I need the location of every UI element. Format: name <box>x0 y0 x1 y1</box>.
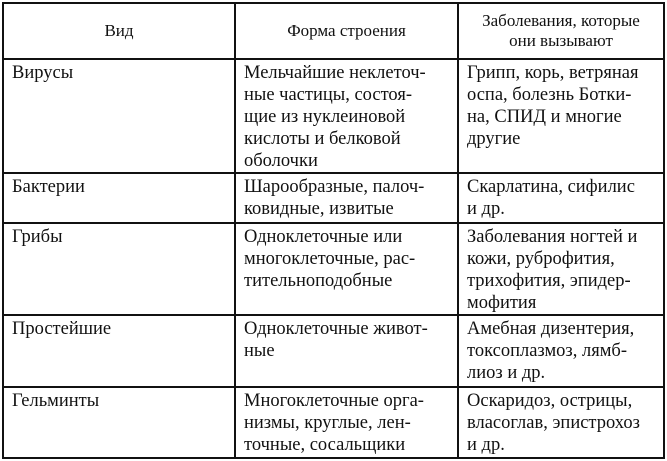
cell-kind: Вирусы <box>4 60 236 172</box>
table-row <box>4 60 663 174</box>
table-header-row <box>4 4 663 60</box>
cell-structure: Одноклеточные живот- ные <box>236 316 459 386</box>
header-diseases: Заболевания, которые они вызывают <box>482 11 640 50</box>
cell-diseases: Скарлатина, сифилис и др. <box>467 177 635 219</box>
cell-structure: Мельчайшие неклеточ- ные частицы, состоя- щие из нуклеиновой кислоты и белковой оболочки <box>236 60 459 172</box>
table-row <box>4 224 663 316</box>
cell-structure: Шарообразные, палоч- ковидные, извитые <box>236 174 459 222</box>
cell-kind: Простейшие <box>4 316 236 386</box>
cell-diseases: Амебная дизентерия, токсоплазмоз, лямб- лиоз и др. <box>467 319 635 383</box>
cell-structure: Одноклеточные или многоклеточные, рас- тительноподобные <box>236 224 459 314</box>
header-kind: Вид <box>4 4 236 58</box>
cell-kind: Бактерии <box>4 174 236 222</box>
header-structure: Форма строения <box>236 4 459 58</box>
table-row <box>4 388 663 457</box>
cell-kind: Гельминты <box>4 388 236 457</box>
cell-diseases: Грипп, корь, ветряная оспа, болезнь Ботки- на, СПИД и многие другие <box>467 63 639 149</box>
cell-kind: Грибы <box>4 224 236 314</box>
cell-diseases: Оскаридоз, острицы, власоглав, эпистрохоз и др. <box>467 391 640 455</box>
table-row <box>4 174 663 224</box>
cell-diseases: Заболевания ногтей и кожи, руброфития, трихофития, эпидер- мофития <box>467 227 638 313</box>
cell-structure: Многоклеточные орга- низмы, круглые, лен- точные, сосальщики <box>236 388 459 457</box>
pathogens-table <box>2 2 665 459</box>
table-row <box>4 316 663 388</box>
